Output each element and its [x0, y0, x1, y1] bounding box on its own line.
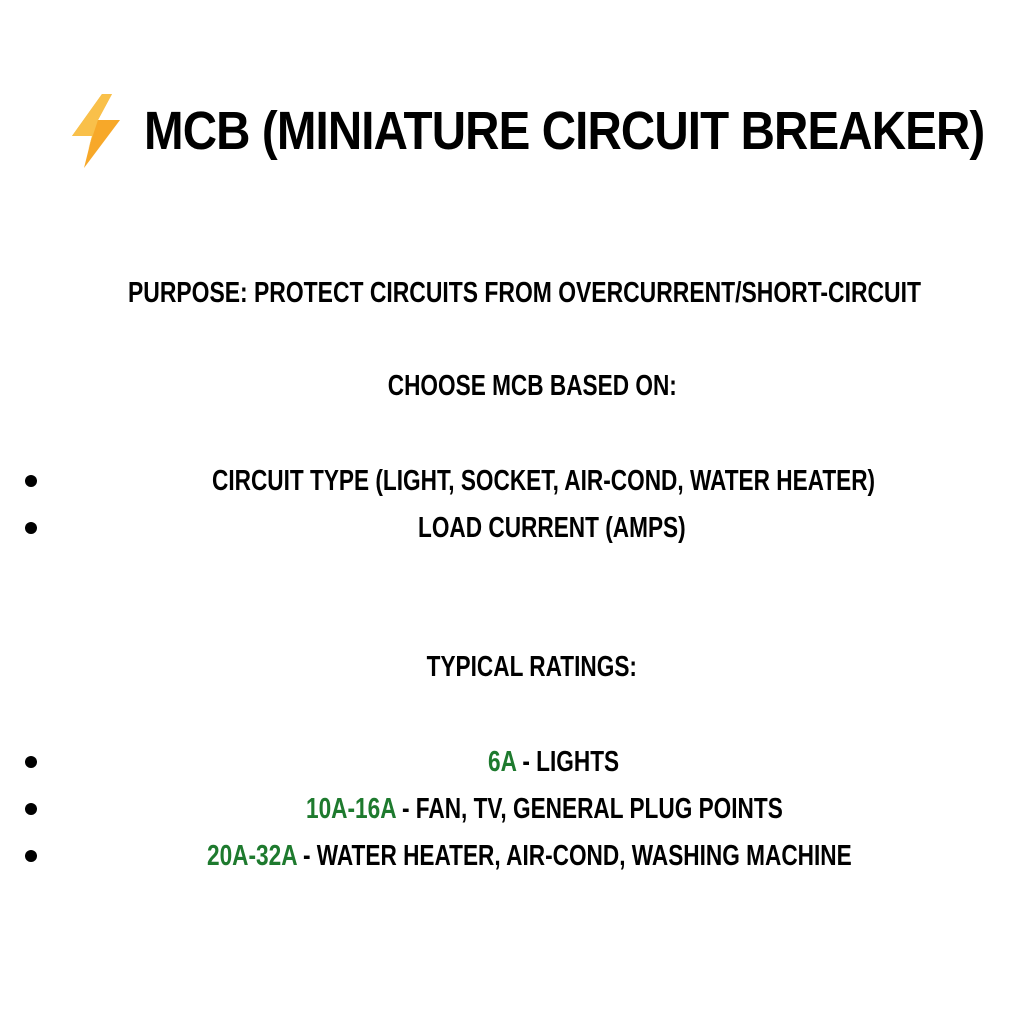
list-item — [0, 792, 1024, 832]
rating-value: 10A-16A — [306, 793, 396, 825]
rating-desc: - WATER HEATER, AIR-COND, WASHING MACHINE — [296, 840, 852, 872]
choose-item-load-current: LOAD CURRENT (AMPS) — [418, 512, 686, 544]
page-title: MCB (MINIATURE CIRCUIT BREAKER) — [144, 101, 985, 161]
bullet-icon — [25, 803, 37, 815]
choose-item-circuit-type: CIRCUIT TYPE (LIGHT, SOCKET, AIR-COND, WATER HEATER) — [212, 465, 876, 497]
title-row — [62, 88, 1007, 174]
purpose-text — [128, 279, 938, 308]
ratings-heading — [20, 653, 1024, 682]
bullet-icon — [25, 850, 37, 862]
purpose-label: PURPOSE: PROTECT CIRCUITS FROM OVERCURRENT/SHORT-CIRCUIT — [128, 277, 921, 309]
rating-item — [306, 792, 783, 826]
bullet-icon — [25, 475, 37, 487]
choose-heading-label: CHOOSE MCB BASED ON: — [387, 370, 677, 402]
list-item — [0, 745, 1024, 785]
rating-desc: - FAN, TV, GENERAL PLUG POINTS — [395, 793, 783, 825]
rating-value: 20A-32A — [207, 840, 297, 872]
rating-item — [207, 839, 852, 873]
bullet-icon — [25, 756, 37, 768]
rating-desc: - LIGHTS — [516, 746, 620, 778]
choose-heading — [20, 372, 1024, 401]
lightning-bolt-icon — [62, 92, 128, 170]
rating-value: 6A — [488, 746, 517, 778]
list-item — [0, 464, 1024, 504]
bullet-icon — [25, 522, 37, 534]
rating-item — [488, 745, 619, 779]
list-item — [0, 839, 1024, 879]
ratings-heading-label: TYPICAL RATINGS: — [426, 651, 638, 683]
list-item — [0, 511, 1024, 551]
